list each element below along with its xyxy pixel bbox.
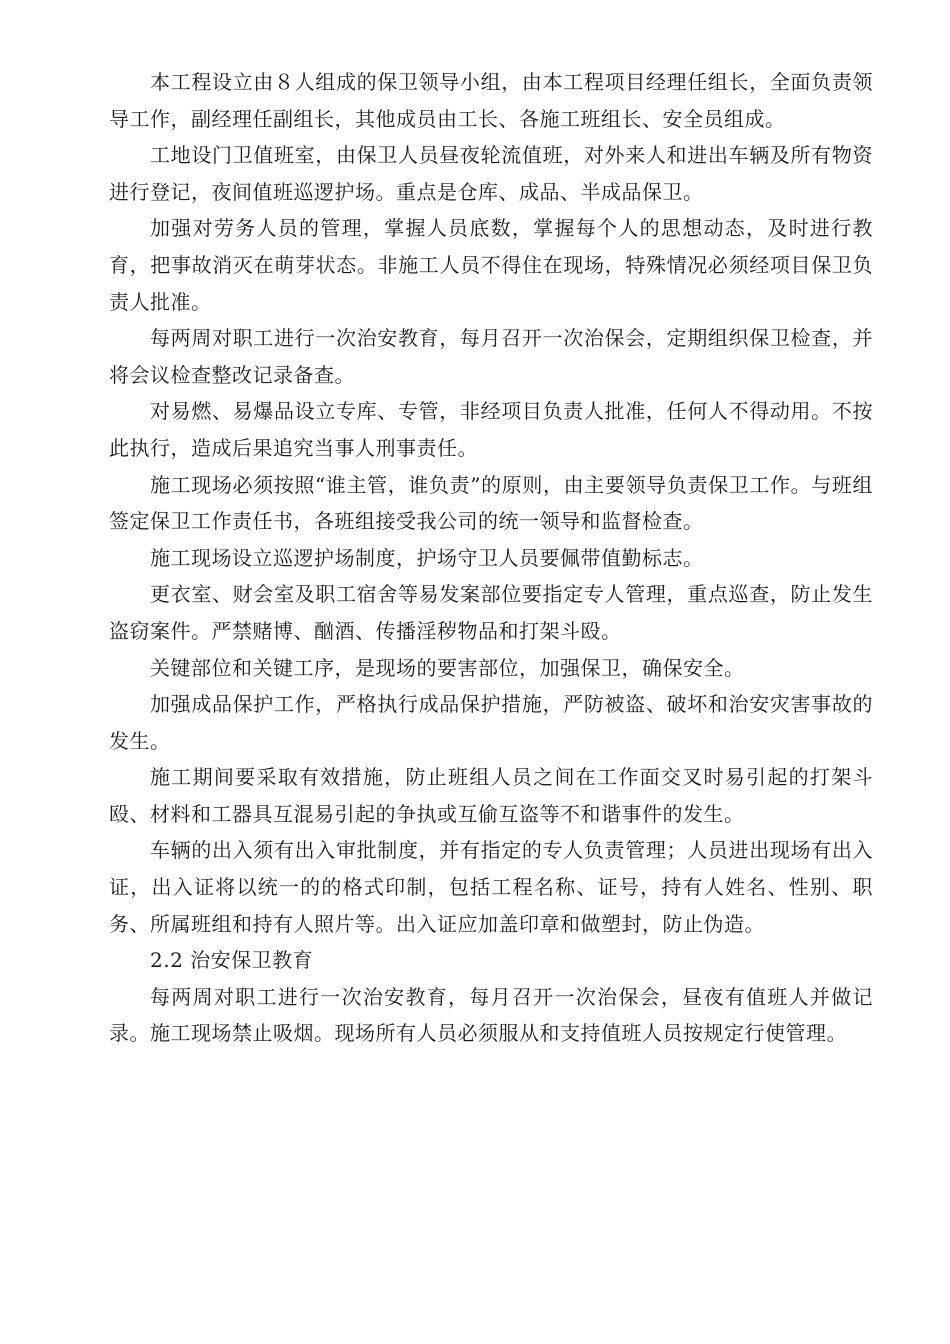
paragraph-patrol-system: 施工现场设立巡逻护场制度，护场守卫人员要佩带值勤标志。 — [150, 545, 704, 570]
paragraph-conflict-prevention: 施工期间要采取有效措施，防止班组人员之间在工作面交叉时易引起的打架斗殴、材料和工器具互混易引起的争执或互偷互盗等不和谐事件的发生。 — [109, 765, 873, 826]
section-heading: 2.2 治安保卫教育 — [150, 948, 314, 973]
paragraph-security-education: 每两周对职工进行一次治安教育，每月召开一次治保会，定期组织保卫检查，并将会议检查整改记录备查。 — [109, 326, 873, 387]
paragraph-security-team: 本工程设立由８人组成的保卫领导小组，由本工程项目经理任组长，全面负责领导工作，副经理任副组长，其他成员由工长、各施工班组长、安全员组成。 — [109, 70, 873, 131]
paragraph-education-duty: 每两周对职工进行一次治安教育，每月召开一次治保会，昼夜有值班人并做记录。施工现场禁止吸烟。现场所有人员必须服从和支持值班人员按规定行使管理。 — [109, 984, 873, 1046]
paragraph-flammable-storage: 对易燃、易爆品设立专库、专管，非经项目负责人批准，任何人不得动用。不按此执行，造成后果追究当事人刑事责任。 — [109, 399, 873, 460]
paragraph-access-control: 车辆的出入须有出入审批制度，并有指定的专人负责管理；人员进出现场有出入证，出入证将以统一的的格式印制，包括工程名称、证号，持有人姓名、性别、职务、所属班组和持有人照片等。出入证应加盖印章和做塑封，防止伪造。 — [109, 838, 873, 936]
paragraph-product-protection: 加强成品保护工作，严格执行成品保护措施，严防被盗、破坏和治安灾害事故的发生。 — [109, 692, 873, 753]
document-body — [109, 64, 873, 1052]
paragraph-key-areas-management: 更衣室、财会室及职工宿舍等易发案部位要指定专人管理，重点巡查，防止发生盗窃案件。严禁赌博、酗酒、传播淫秽物品和打架斗殴。 — [109, 582, 873, 643]
paragraph-key-positions: 关键部位和关键工序，是现场的要害部位，加强保卫，确保安全。 — [150, 655, 745, 680]
paragraph-responsibility-principle: 施工现场必须按照“谁主管，谁负责”的原则，由主要领导负责保卫工作。与班组签定保卫工作责任书，各班组接受我公司的统一领导和监督检查。 — [109, 472, 873, 534]
paragraph-guard-room: 工地设门卫值班室，由保卫人员昼夜轮流值班，对外来人和进出车辆及所有物资进行登记，夜间值班巡逻护场。重点是仓库、成品、半成品保卫。 — [109, 143, 873, 204]
paragraph-labor-management: 加强对劳务人员的管理，掌握人员底数，掌握每个人的思想动态，及时进行教育，把事故消灭在萌芽状态。非施工人员不得住在现场，特殊情况必须经项目保卫负责人批准。 — [109, 216, 873, 314]
